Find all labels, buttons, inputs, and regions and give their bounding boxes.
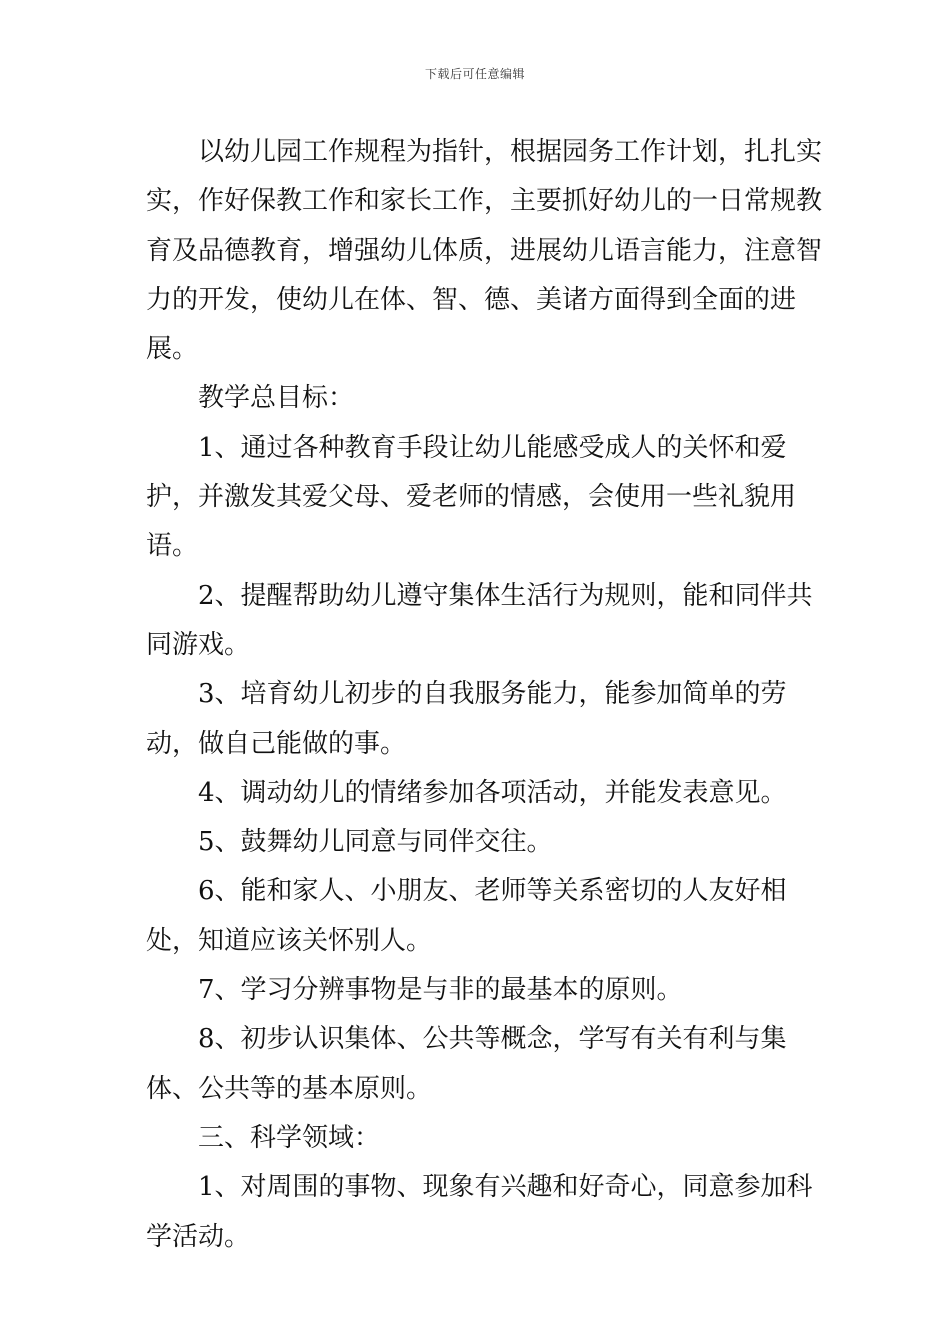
list-item: 1、通过各种教育手段让幼儿能感受成人的关怀和爱护，并激发其爱父母、爱老师的情感，会使用一些礼貌用语。 xyxy=(146,432,797,562)
list-item: 3、培育幼儿初步的自我服务能力，能参加简单的劳动，做自己能做的事。 xyxy=(146,679,787,759)
list-item: 1、对周围的事物、现象有兴趣和好奇心，同意参加科学活动。 xyxy=(146,1172,813,1252)
heading-teaching-goals: 教学总目标： xyxy=(198,383,355,414)
page-header-note: 下载后可任意编辑 xyxy=(424,67,525,81)
paragraph-intro: 以幼儿园工作规程为指针，根据园务工作计划，扎扎实实，作好保教工作和家长工作，主要抓好幼儿的一日常规教育及品德教育，增强幼儿体质，进展幼儿语言能力，注意智力的开发，使幼儿在体、智、德、美诸方面得到全面的进展。 xyxy=(146,137,823,365)
list-item: 5、鼓舞幼儿同意与同伴交往。 xyxy=(198,827,553,858)
list-item: 4、调动幼儿的情绪参加各项活动，并能发表意见。 xyxy=(198,777,787,808)
list-item: 6、能和家人、小朋友、老师等关系密切的人友好相处，知道应该关怀别人。 xyxy=(146,876,787,956)
list-item: 2、提醒帮助幼儿遵守集体生活行为规则，能和同伴共同游戏。 xyxy=(146,580,813,660)
list-item: 8、初步认识集体、公共等概念，学写有关有利与集体、公共等的基本原则。 xyxy=(146,1024,787,1104)
list-item: 7、学习分辨事物是与非的最基本的原则。 xyxy=(198,975,683,1006)
section-heading-science: 三、科学领域： xyxy=(198,1122,381,1153)
document-body xyxy=(146,128,826,1262)
